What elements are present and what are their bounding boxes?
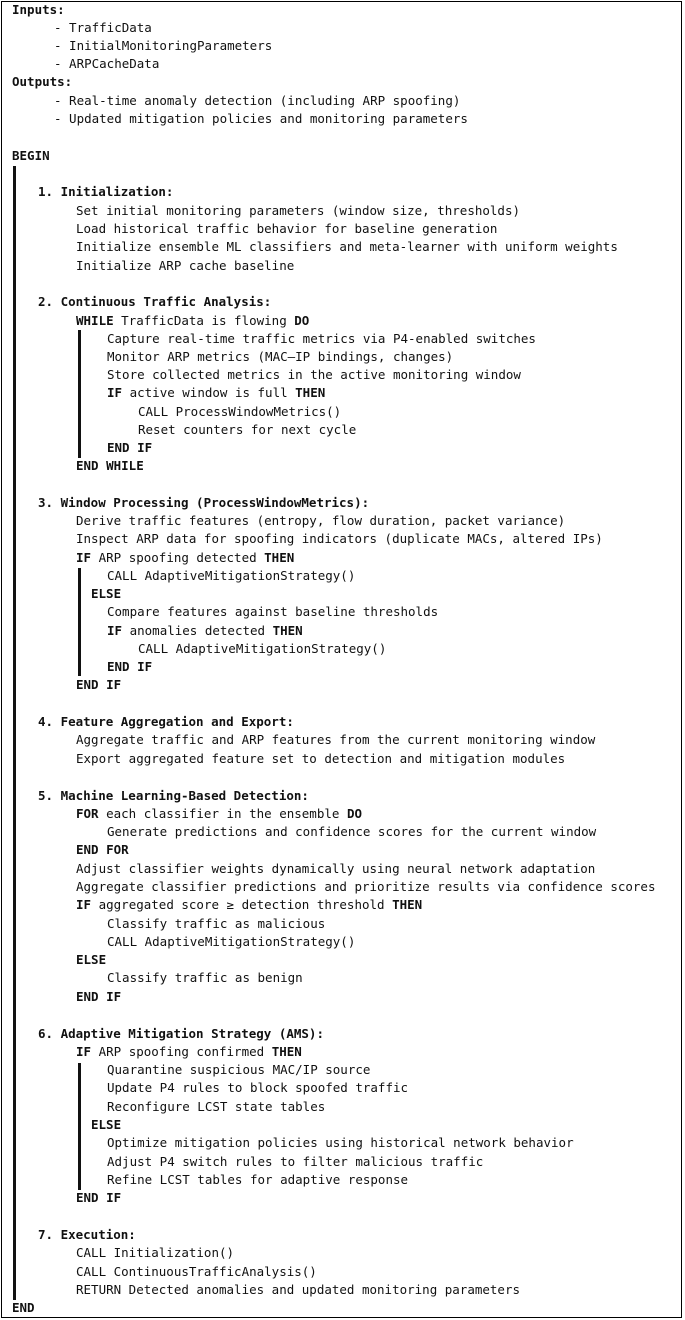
then-keyword: THEN (392, 897, 423, 912)
then-keyword: THEN (264, 550, 295, 565)
code-line: Inspect ARP data for spoofing indicators (duplicate MACs, altered IPs) (76, 531, 603, 546)
if-keyword: IF (107, 623, 123, 638)
end-if-keyword: END IF (107, 440, 153, 455)
section-4-title: 4. Feature Aggregation and Export: (38, 714, 294, 729)
section-1-title: 1. Initialization: (38, 184, 174, 199)
end-for-keyword: END FOR (76, 842, 129, 857)
else-keyword: ELSE (76, 952, 107, 967)
code-line: Classify traffic as malicious (107, 916, 326, 931)
begin-keyword: BEGIN (12, 148, 50, 163)
code-line: Derive traffic features (entropy, flow duration, packet variance) (76, 513, 566, 528)
code-line: CALL AdaptiveMitigationStrategy() (107, 934, 356, 949)
code-line: Optimize mitigation policies using historical network behavior (107, 1135, 574, 1150)
then-keyword: THEN (271, 1044, 302, 1059)
end-if-keyword: END IF (107, 659, 153, 674)
if-line (107, 623, 303, 639)
end-while-keyword: END WHILE (76, 458, 144, 473)
code-line: Set initial monitoring parameters (window size, thresholds) (76, 203, 521, 218)
code-line: Initialize ARP cache baseline (76, 258, 295, 273)
section-3-title: 3. Window Processing (ProcessWindowMetrics): (38, 495, 370, 510)
if-line (76, 1044, 302, 1060)
output-item: - Real-time anomaly detection (including ARP spoofing) (54, 93, 461, 108)
if-keyword: IF (107, 385, 123, 400)
code-line: Generate predictions and confidence scores for the current window (107, 824, 597, 839)
if-line (76, 897, 422, 913)
inputs-label: Inputs: (12, 2, 65, 17)
while-condition: TrafficData is flowing (113, 313, 295, 328)
while-bar (78, 330, 81, 458)
if-keyword: IF (76, 897, 92, 912)
code-line: Reconfigure LCST state tables (107, 1099, 326, 1114)
then-keyword: THEN (295, 385, 326, 400)
end-if-keyword: END IF (76, 989, 122, 1004)
begin-end-bar (13, 166, 16, 1300)
s3-if-bar (78, 568, 81, 676)
code-line: Export aggregated feature set to detection and mitigation modules (76, 751, 566, 766)
code-line: CALL ProcessWindowMetrics() (138, 404, 342, 419)
code-line: Monitor ARP metrics (MAC–IP bindings, changes) (107, 349, 454, 364)
code-line: Store collected metrics in the active monitoring window (107, 367, 521, 382)
input-item: - InitialMonitoringParameters (54, 38, 273, 53)
end-if-keyword: END IF (76, 1190, 122, 1205)
code-line: CALL AdaptiveMitigationStrategy() (138, 641, 387, 656)
code-line: Load historical traffic behavior for baseline generation (76, 221, 498, 236)
code-line: Capture real-time traffic metrics via P4-enabled switches (107, 331, 536, 346)
code-line: CALL AdaptiveMitigationStrategy() (107, 568, 356, 583)
output-item: - Updated mitigation policies and monitoring parameters (54, 111, 468, 126)
s6-if-bar (78, 1063, 81, 1190)
code-line: Aggregate traffic and ARP features from the current monitoring window (76, 732, 596, 747)
code-line: Classify traffic as benign (107, 970, 303, 985)
code-line: Quarantine suspicious MAC/IP source (107, 1062, 371, 1077)
code-line: Reset counters for next cycle (138, 422, 357, 437)
if-condition: ARP spoofing detected (91, 550, 265, 565)
code-line: Adjust classifier weights dynamically using neural network adaptation (76, 861, 596, 876)
code-line: Initialize ensemble ML classifiers and meta-learner with uniform weights (76, 239, 618, 254)
section-6-title: 6. Adaptive Mitigation Strategy (AMS): (38, 1026, 324, 1041)
section-5-title: 5. Machine Learning-Based Detection: (38, 788, 309, 803)
code-line: Aggregate classifier predictions and prioritize results via confidence scores (76, 879, 656, 894)
end-keyword: END (12, 1300, 35, 1315)
if-line (76, 550, 294, 566)
if-condition: aggregated score ≥ detection threshold (91, 897, 393, 912)
section-7-title: 7. Execution: (38, 1227, 136, 1242)
outputs-label: Outputs: (12, 74, 73, 89)
input-item: - TrafficData (54, 20, 152, 35)
if-condition: anomalies detected (122, 623, 273, 638)
do-keyword: DO (294, 313, 310, 328)
while-keyword: WHILE (76, 313, 114, 328)
code-line: Refine LCST tables for adaptive response (107, 1172, 409, 1187)
do-keyword: DO (346, 806, 362, 821)
else-keyword: ELSE (91, 586, 122, 601)
code-line: Compare features against baseline thresholds (107, 604, 439, 619)
code-line: Update P4 rules to block spoofed traffic (107, 1080, 409, 1095)
if-line (107, 385, 325, 401)
if-condition: ARP spoofing confirmed (91, 1044, 272, 1059)
end-if-keyword: END IF (76, 677, 122, 692)
code-line: CALL Initialization() (76, 1245, 235, 1260)
while-line (76, 313, 309, 329)
then-keyword: THEN (272, 623, 303, 638)
for-condition: each classifier in the ensemble (98, 806, 347, 821)
for-keyword: FOR (76, 806, 99, 821)
if-condition: active window is full (122, 385, 296, 400)
input-item: - ARPCacheData (54, 56, 160, 71)
code-line: CALL ContinuousTrafficAnalysis() (76, 1264, 317, 1279)
code-line: RETURN Detected anomalies and updated monitoring parameters (76, 1282, 521, 1297)
section-2-title: 2. Continuous Traffic Analysis: (38, 294, 272, 309)
else-keyword: ELSE (91, 1117, 122, 1132)
for-line (76, 806, 362, 822)
if-keyword: IF (76, 550, 92, 565)
code-line: Adjust P4 switch rules to filter malicious traffic (107, 1154, 484, 1169)
if-keyword: IF (76, 1044, 92, 1059)
